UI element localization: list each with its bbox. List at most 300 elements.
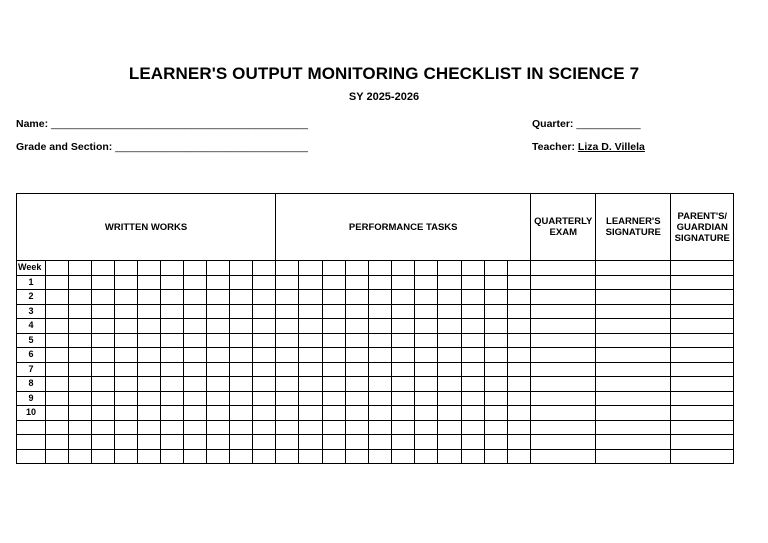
checklist-cell xyxy=(345,261,368,276)
checklist-cell xyxy=(461,435,484,450)
checklist-cell xyxy=(461,319,484,334)
checklist-cell xyxy=(484,435,507,450)
school-year: SY 2025-2026 xyxy=(348,91,420,103)
checklist-cell xyxy=(531,290,596,305)
checklist-cell xyxy=(207,261,230,276)
checklist-cell xyxy=(415,290,438,305)
checklist-cell xyxy=(508,304,531,319)
checklist-cell xyxy=(253,261,276,276)
checklist-cell xyxy=(345,333,368,348)
checklist-cell xyxy=(115,319,138,334)
checklist-cell xyxy=(184,435,207,450)
checklist-cell xyxy=(484,362,507,377)
checklist-cell xyxy=(671,290,734,305)
checklist-cell xyxy=(438,275,461,290)
checklist-cell xyxy=(92,261,115,276)
checklist-cell xyxy=(392,449,415,464)
checklist-cell xyxy=(138,377,161,392)
checklist-cell xyxy=(368,391,391,406)
checklist-cell xyxy=(69,406,92,421)
checklist-cell xyxy=(69,304,92,319)
checklist-cell xyxy=(508,290,531,305)
checklist-cell xyxy=(184,420,207,435)
checklist-cell xyxy=(345,304,368,319)
checklist-cell xyxy=(345,275,368,290)
checklist-cell xyxy=(596,333,671,348)
week-number xyxy=(17,420,46,435)
monitoring-table xyxy=(16,193,734,464)
checklist-cell xyxy=(484,377,507,392)
checklist-cell xyxy=(184,348,207,363)
checklist-cell xyxy=(392,391,415,406)
checklist-cell xyxy=(461,420,484,435)
checklist-cell xyxy=(69,261,92,276)
checklist-cell xyxy=(299,391,322,406)
checklist-cell xyxy=(184,333,207,348)
week-header: Week xyxy=(17,261,46,276)
checklist-cell xyxy=(161,261,184,276)
checklist-cell xyxy=(92,362,115,377)
checklist-cell xyxy=(508,420,531,435)
checklist-cell xyxy=(253,449,276,464)
checklist-cell xyxy=(461,304,484,319)
checklist-cell xyxy=(184,275,207,290)
checklist-cell xyxy=(161,435,184,450)
checklist-cell xyxy=(392,435,415,450)
checklist-cell xyxy=(531,420,596,435)
checklist-cell xyxy=(115,406,138,421)
checklist-cell xyxy=(46,420,69,435)
checklist-cell xyxy=(207,290,230,305)
checklist-cell xyxy=(299,290,322,305)
checklist-cell xyxy=(531,406,596,421)
checklist-cell xyxy=(484,261,507,276)
checklist-cell xyxy=(438,449,461,464)
checklist-cell xyxy=(438,304,461,319)
week-number: 3 xyxy=(17,304,46,319)
checklist-cell xyxy=(230,420,253,435)
checklist-cell xyxy=(508,275,531,290)
checklist-cell xyxy=(415,391,438,406)
checklist-cell xyxy=(276,406,299,421)
checklist-cell xyxy=(207,391,230,406)
checklist-cell xyxy=(508,435,531,450)
checklist-cell xyxy=(161,377,184,392)
checklist-cell xyxy=(392,362,415,377)
checklist-cell xyxy=(46,362,69,377)
checklist-cell xyxy=(115,333,138,348)
checklist-cell xyxy=(461,261,484,276)
checklist-cell xyxy=(69,362,92,377)
checklist-cell xyxy=(322,406,345,421)
checklist-cell xyxy=(92,290,115,305)
checklist-cell xyxy=(299,449,322,464)
checklist-cell xyxy=(184,406,207,421)
document-title: LEARNER'S OUTPUT MONITORING CHECKLIST IN SCIENCE 7 xyxy=(128,64,640,83)
checklist-cell xyxy=(596,377,671,392)
checklist-cell xyxy=(276,391,299,406)
checklist-cell xyxy=(230,333,253,348)
checklist-cell xyxy=(184,261,207,276)
checklist-cell xyxy=(415,319,438,334)
checklist-cell xyxy=(115,261,138,276)
checklist-cell xyxy=(253,391,276,406)
checklist-cell xyxy=(138,304,161,319)
checklist-cell xyxy=(230,435,253,450)
checklist-cell xyxy=(253,420,276,435)
checklist-cell xyxy=(230,275,253,290)
checklist-cell xyxy=(161,290,184,305)
checklist-cell xyxy=(461,290,484,305)
week-number: 8 xyxy=(17,377,46,392)
checklist-cell xyxy=(671,261,734,276)
checklist-cell xyxy=(461,391,484,406)
checklist-cell xyxy=(207,435,230,450)
week-row xyxy=(17,304,734,319)
checklist-cell xyxy=(484,348,507,363)
checklist-cell xyxy=(207,304,230,319)
checklist-cell xyxy=(161,319,184,334)
checklist-cell xyxy=(115,391,138,406)
checklist-cell xyxy=(484,406,507,421)
checklist-cell xyxy=(69,420,92,435)
checklist-cell xyxy=(484,304,507,319)
checklist-cell xyxy=(484,449,507,464)
checklist-cell xyxy=(92,435,115,450)
checklist-cell xyxy=(392,377,415,392)
checklist-cell xyxy=(230,261,253,276)
week-number: 5 xyxy=(17,333,46,348)
checklist-cell xyxy=(253,319,276,334)
week-number: 6 xyxy=(17,348,46,363)
grade-section-label: Grade and Section: xyxy=(16,141,113,153)
checklist-cell xyxy=(392,348,415,363)
checklist-cell xyxy=(671,406,734,421)
checklist-cell xyxy=(69,449,92,464)
checklist-cell xyxy=(392,261,415,276)
checklist-cell xyxy=(345,290,368,305)
checklist-cell xyxy=(596,319,671,334)
checklist-cell xyxy=(671,319,734,334)
grade-section-field xyxy=(16,141,308,153)
checklist-cell xyxy=(415,377,438,392)
checklist-cell xyxy=(184,377,207,392)
checklist-cell xyxy=(138,406,161,421)
week-row xyxy=(17,449,734,464)
checklist-cell xyxy=(508,362,531,377)
checklist-cell xyxy=(69,435,92,450)
checklist-cell xyxy=(69,333,92,348)
checklist-cell xyxy=(46,261,69,276)
checklist-cell xyxy=(276,261,299,276)
checklist-cell xyxy=(531,319,596,334)
checklist-cell xyxy=(368,406,391,421)
checklist-cell xyxy=(415,362,438,377)
checklist-cell xyxy=(69,290,92,305)
checklist-cell xyxy=(299,406,322,421)
checklist-cell xyxy=(138,391,161,406)
checklist-cell xyxy=(207,406,230,421)
checklist-cell xyxy=(253,406,276,421)
checklist-cell xyxy=(276,333,299,348)
checklist-cell xyxy=(138,420,161,435)
checklist-cell xyxy=(392,319,415,334)
week-number: 9 xyxy=(17,391,46,406)
checklist-cell xyxy=(138,362,161,377)
checklist-cell xyxy=(230,377,253,392)
checklist-cell xyxy=(392,406,415,421)
checklist-cell xyxy=(207,449,230,464)
checklist-cell xyxy=(531,449,596,464)
checklist-cell xyxy=(531,333,596,348)
checklist-cell xyxy=(322,391,345,406)
checklist-cell xyxy=(69,377,92,392)
checklist-cell xyxy=(299,275,322,290)
checklist-cell xyxy=(322,333,345,348)
checklist-cell xyxy=(484,275,507,290)
checklist-cell xyxy=(484,420,507,435)
checklist-cell xyxy=(368,333,391,348)
week-row xyxy=(17,406,734,421)
checklist-cell xyxy=(253,435,276,450)
checklist-cell xyxy=(299,348,322,363)
checklist-cell xyxy=(69,275,92,290)
checklist-cell xyxy=(46,435,69,450)
checklist-cell xyxy=(671,449,734,464)
checklist-cell xyxy=(115,304,138,319)
checklist-cell xyxy=(115,377,138,392)
checklist-cell xyxy=(207,319,230,334)
checklist-cell xyxy=(671,333,734,348)
checklist-cell xyxy=(161,348,184,363)
checklist-cell xyxy=(484,319,507,334)
checklist-cell xyxy=(508,406,531,421)
checklist-cell xyxy=(531,391,596,406)
checklist-cell xyxy=(253,304,276,319)
checklist-cell xyxy=(46,275,69,290)
checklist-cell xyxy=(161,333,184,348)
checklist-cell xyxy=(299,261,322,276)
checklist-cell xyxy=(345,406,368,421)
checklist-cell xyxy=(368,420,391,435)
checklist-cell xyxy=(184,319,207,334)
checklist-cell xyxy=(531,435,596,450)
checklist-cell xyxy=(92,449,115,464)
checklist-cell xyxy=(461,348,484,363)
parents-signature-header: PARENT'S/ GUARDIAN SIGNATURE xyxy=(671,194,734,261)
checklist-cell xyxy=(46,406,69,421)
week-row xyxy=(17,319,734,334)
checklist-cell xyxy=(368,304,391,319)
performance-tasks-header: PERFORMANCE TASKS xyxy=(276,194,531,261)
checklist-cell xyxy=(46,449,69,464)
checklist-cell xyxy=(299,435,322,450)
checklist-cell xyxy=(596,406,671,421)
checklist-cell xyxy=(230,348,253,363)
checklist-cell xyxy=(138,261,161,276)
checklist-cell xyxy=(115,420,138,435)
checklist-cell xyxy=(531,362,596,377)
checklist-cell xyxy=(415,406,438,421)
checklist-cell xyxy=(253,290,276,305)
week-row xyxy=(17,420,734,435)
checklist-cell xyxy=(46,304,69,319)
name-label: Name: xyxy=(16,118,49,130)
checklist-cell xyxy=(138,348,161,363)
teacher-label: Teacher: xyxy=(532,141,575,153)
checklist-cell xyxy=(322,362,345,377)
checklist-cell xyxy=(596,275,671,290)
checklist-cell xyxy=(276,435,299,450)
checklist-cell xyxy=(484,391,507,406)
checklist-cell xyxy=(438,420,461,435)
checklist-cell xyxy=(46,391,69,406)
week-row xyxy=(17,275,734,290)
checklist-cell xyxy=(276,319,299,334)
checklist-cell xyxy=(230,391,253,406)
checklist-cell xyxy=(161,304,184,319)
checklist-cell xyxy=(161,420,184,435)
checklist-cell xyxy=(438,290,461,305)
checklist-cell xyxy=(345,435,368,450)
checklist-cell xyxy=(671,391,734,406)
checklist-cell xyxy=(207,377,230,392)
name-field xyxy=(16,118,308,130)
checklist-cell xyxy=(368,362,391,377)
checklist-cell xyxy=(115,362,138,377)
checklist-cell xyxy=(345,319,368,334)
checklist-cell xyxy=(46,377,69,392)
checklist-cell xyxy=(438,435,461,450)
week-number: 4 xyxy=(17,319,46,334)
checklist-cell xyxy=(438,333,461,348)
checklist-cell xyxy=(596,420,671,435)
checklist-cell xyxy=(671,362,734,377)
checklist-cell xyxy=(299,420,322,435)
checklist-cell xyxy=(138,290,161,305)
checklist-cell xyxy=(299,377,322,392)
week-row xyxy=(17,391,734,406)
week-row xyxy=(17,348,734,363)
week-number xyxy=(17,449,46,464)
checklist-cell xyxy=(368,290,391,305)
checklist-cell xyxy=(415,261,438,276)
checklist-cell xyxy=(276,290,299,305)
checklist-cell xyxy=(671,435,734,450)
checklist-cell xyxy=(92,377,115,392)
checklist-cell xyxy=(230,362,253,377)
checklist-cell xyxy=(415,449,438,464)
week-row xyxy=(17,377,734,392)
checklist-cell xyxy=(368,435,391,450)
checklist-cell xyxy=(92,420,115,435)
checklist-cell xyxy=(161,449,184,464)
checklist-cell xyxy=(115,348,138,363)
checklist-cell xyxy=(230,449,253,464)
week-label-row xyxy=(17,261,734,276)
checklist-cell xyxy=(415,275,438,290)
checklist-cell xyxy=(345,391,368,406)
checklist-cell xyxy=(207,420,230,435)
checklist-cell xyxy=(115,435,138,450)
checklist-cell xyxy=(596,290,671,305)
checklist-cell xyxy=(392,420,415,435)
checklist-cell xyxy=(276,362,299,377)
checklist-cell xyxy=(531,377,596,392)
checklist-cell xyxy=(207,362,230,377)
checklist-cell xyxy=(322,348,345,363)
checklist-cell xyxy=(345,362,368,377)
teacher-name: Liza D. Villela xyxy=(577,141,645,153)
grade-section-blank: _________________________________ xyxy=(115,141,308,153)
week-number: 7 xyxy=(17,362,46,377)
checklist-cell xyxy=(596,362,671,377)
checklist-cell xyxy=(345,348,368,363)
checklist-cell xyxy=(253,348,276,363)
checklist-cell xyxy=(671,420,734,435)
checklist-cell xyxy=(138,275,161,290)
checklist-cell xyxy=(230,406,253,421)
checklist-cell xyxy=(69,348,92,363)
checklist-cell xyxy=(276,420,299,435)
checklist-cell xyxy=(368,348,391,363)
checklist-cell xyxy=(92,391,115,406)
checklist-cell xyxy=(392,304,415,319)
checklist-cell xyxy=(322,449,345,464)
checklist-cell xyxy=(138,319,161,334)
checklist-cell xyxy=(671,304,734,319)
checklist-cell xyxy=(368,275,391,290)
quarterly-exam-header: QUARTERLY EXAM xyxy=(531,194,596,261)
checklist-cell xyxy=(299,362,322,377)
checklist-cell xyxy=(484,290,507,305)
checklist-cell xyxy=(322,319,345,334)
checklist-cell xyxy=(438,261,461,276)
teacher-field xyxy=(532,141,645,153)
checklist-cell xyxy=(115,290,138,305)
checklist-cell xyxy=(596,391,671,406)
checklist-cell xyxy=(368,377,391,392)
checklist-cell xyxy=(184,449,207,464)
checklist-cell xyxy=(322,435,345,450)
checklist-cell xyxy=(138,333,161,348)
checklist-cell xyxy=(276,377,299,392)
quarter-blank: ___________ xyxy=(576,118,641,130)
table-header-row xyxy=(17,194,734,261)
checklist-cell xyxy=(184,304,207,319)
checklist-cell xyxy=(345,420,368,435)
quarter-field xyxy=(532,118,641,130)
checklist-cell xyxy=(596,435,671,450)
checklist-cell xyxy=(531,304,596,319)
checklist-cell xyxy=(392,333,415,348)
checklist-cell xyxy=(207,348,230,363)
checklist-cell xyxy=(461,377,484,392)
checklist-cell xyxy=(230,319,253,334)
checklist-cell xyxy=(368,319,391,334)
checklist-cell xyxy=(299,333,322,348)
checklist-cell xyxy=(438,319,461,334)
checklist-cell xyxy=(508,319,531,334)
checklist-cell xyxy=(253,362,276,377)
checklist-cell xyxy=(415,348,438,363)
checklist-cell xyxy=(461,362,484,377)
checklist-cell xyxy=(161,275,184,290)
checklist-cell xyxy=(438,391,461,406)
checklist-cell xyxy=(531,348,596,363)
week-number xyxy=(17,435,46,450)
learners-signature-header: LEARNER'S SIGNATURE xyxy=(596,194,671,261)
